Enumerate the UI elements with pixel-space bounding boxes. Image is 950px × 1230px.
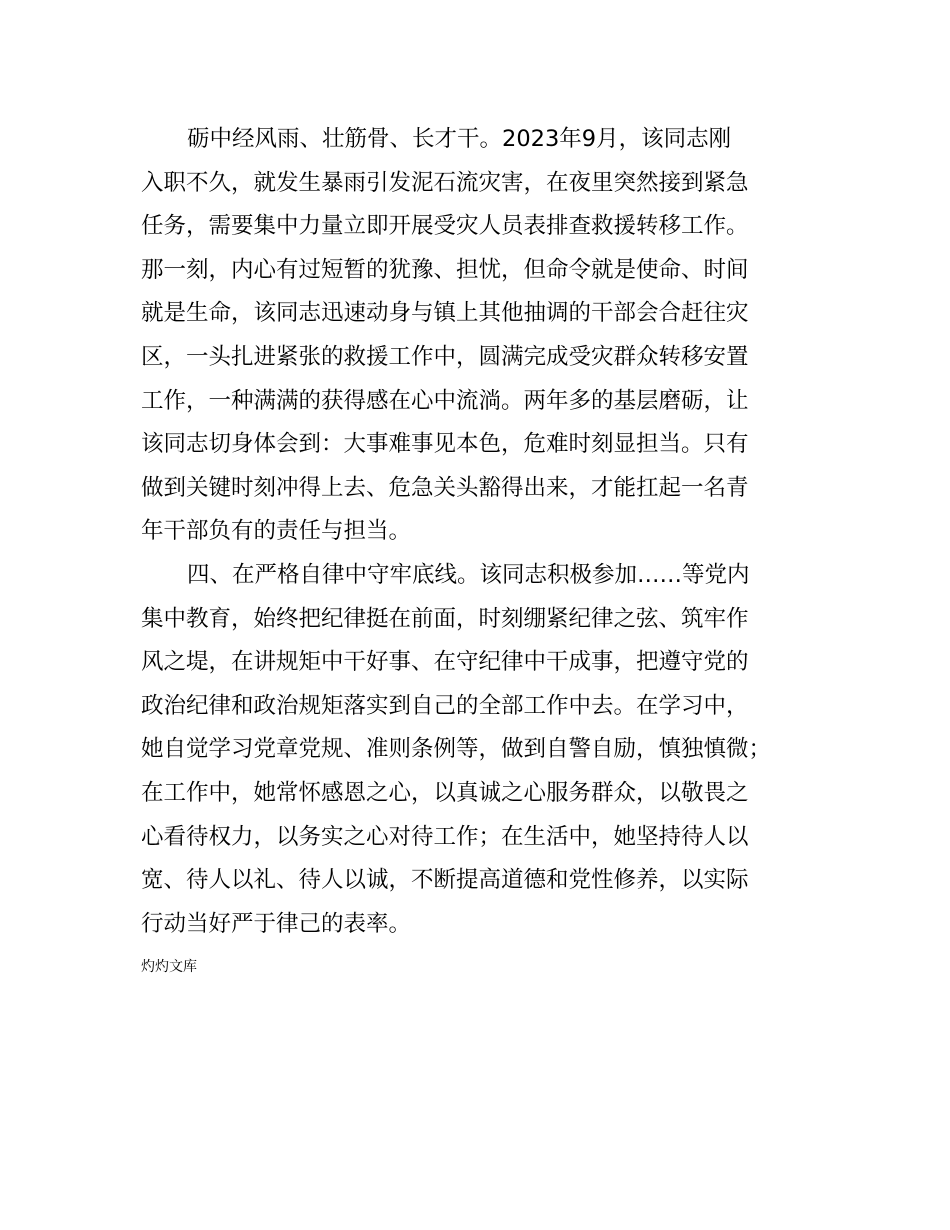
document-body [141,118,813,946]
text-line: 就是生命，该同志迅速动身与镇上其他抽调的干部会合赶往灾 [141,300,749,327]
text-line: 任务，需要集中力量立即开展受灾人员表排查救援转移工作。 [141,213,749,240]
text-line: 在工作中，她常怀感恩之心，以真诚之心服务群众，以敬畏之 [141,779,749,806]
text-line: 她自觉学习党章党规、准则条例等，做到自警自励，慎独慎微； [141,736,772,763]
text-line: 区，一头扎进紧张的救援工作中，圆满完成受灾群众转移安置 [141,343,749,370]
text-line: 心看待权力，以务实之心对待工作；在生活中，她坚持待人以 [141,823,749,850]
text-line: 集中教育，始终把纪律挺在前面，时刻绷紧纪律之弦、筑牢作 [141,605,749,632]
text-line: 宽、待人以礼、待人以诚，不断提高道德和党性修养，以实际 [141,867,749,894]
text-line: 工作，一种满满的获得感在心中流淌。两年多的基层磨砺，让 [141,387,749,414]
text-line: 入职不久，就发生暴雨引发泥石流灾害，在夜里突然接到紧急 [141,169,749,196]
text-line: 该同志切身体会到：大事难事见本色，危难时刻显担当。只有 [141,431,749,458]
text-line: 政治纪律和政治规矩落实到自己的全部工作中去。在学习中， [141,692,749,719]
text-line: 做到关键时刻冲得上去、危急关头豁得出来，才能扛起一名青 [141,474,749,501]
text-line: 风之堤，在讲规矩中干好事、在守纪律中干成事，把遵守党的 [141,649,749,676]
text-line: 年干部负有的责任与担当。 [141,518,412,545]
footer-watermark: 灼灼文库 [141,959,197,975]
paragraph [141,554,813,946]
text-line: 四、在严格自律中守牢底线。该同志积极参加……等党内 [187,561,750,588]
paragraph [141,118,813,554]
text-line: 行动当好严于律己的表率。 [141,910,412,937]
text-line: 砺中经风雨、壮筋骨、长才干。2023年9月，该同志刚 [187,126,732,152]
text-line: 那一刻，内心有过短暂的犹豫、担忧，但命令就是使命、时间 [141,256,749,283]
